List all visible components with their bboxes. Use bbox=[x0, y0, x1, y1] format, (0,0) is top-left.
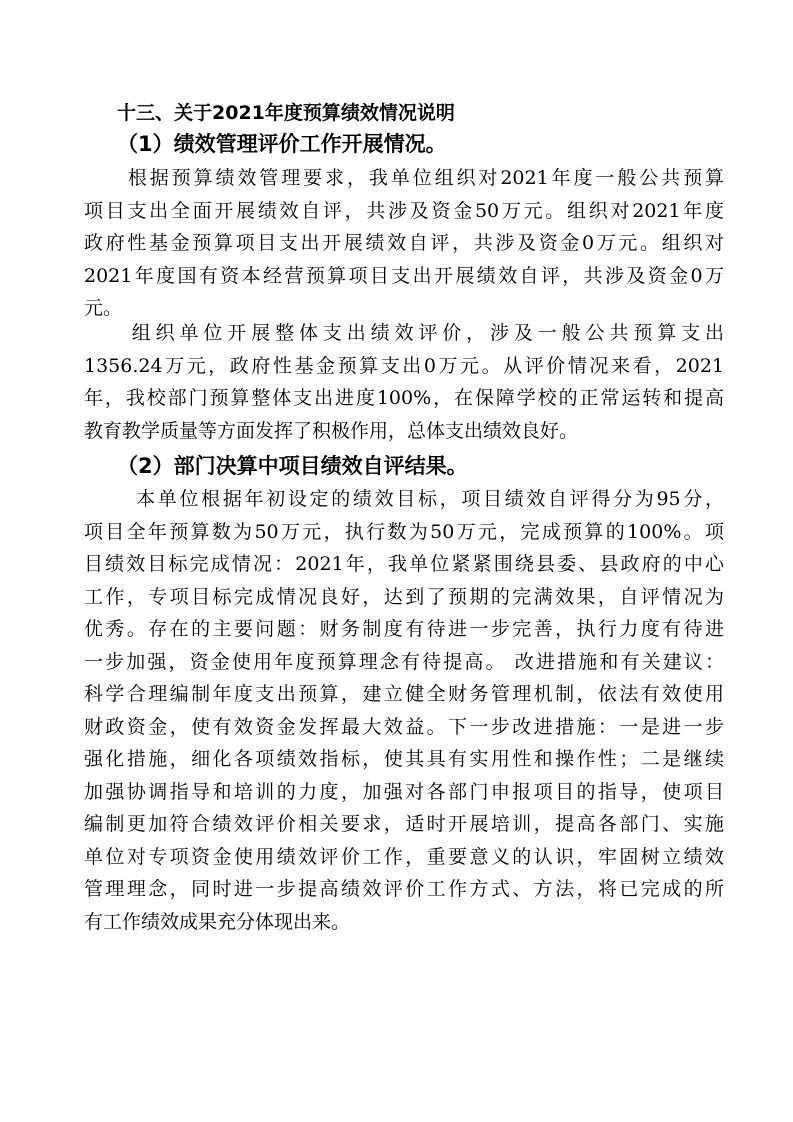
text-line: 工作，专项目标完成情况良好，达到了预期的完满效果，自评情况为 bbox=[84, 585, 724, 608]
text-line: 教育教学质量等方面发挥了积极作用，总体支出绩效良好。 bbox=[84, 419, 579, 442]
text-line: 优秀。存在的主要问题：财务制度有待进一步完善，执行力度有待进 bbox=[84, 618, 724, 640]
text-line: 目绩效目标完成情况：2021年，我单位紧紧围绕县委、县政府的中心 bbox=[84, 553, 724, 575]
section-title: 十三、关于2021年度预算绩效情况说明 bbox=[117, 102, 455, 124]
text-line: 管理理念，同时进一步提高绩效评价工作方式、方法，将已完成的所 bbox=[84, 878, 724, 900]
text-line: 年，我校部门预算整体支出进度100%，在保障学校的正常运转和提高 bbox=[84, 387, 724, 409]
text-line: 项目支出全面开展绩效自评，共涉及资金50万元。组织对2021年度 bbox=[84, 199, 724, 222]
text-line: 本单位根据年初设定的绩效目标，项目绩效自评得分为95分， bbox=[84, 488, 724, 510]
text-line: 财政资金，使有效资金发挥最大效益。下一步改进措施：一是进一步 bbox=[84, 715, 724, 738]
text-line: 组织单位开展整体支出绩效评价，涉及一般公共预算支出 bbox=[84, 322, 724, 344]
text-line: 强化措施，细化各项绩效指标，使其具有实用性和操作性；二是继续 bbox=[84, 748, 724, 770]
text-line: 2021年度国有资本经营预算项目支出开展绩效自评，共涉及资金0万 bbox=[84, 264, 724, 287]
paragraph-project-results bbox=[84, 483, 724, 938]
text-line: 政府性基金预算项目支出开展绩效自评，共涉及资金0万元。组织对 bbox=[84, 232, 724, 254]
text-line: 元。 bbox=[84, 297, 123, 319]
paragraph-self-evaluation bbox=[84, 162, 724, 325]
text-line: 单位对专项资金使用绩效评价工作，重要意义的认识，牢固树立绩效 bbox=[84, 845, 724, 868]
text-line: 加强协调指导和培训的力度，加强对各部门申报项目的指导，使项目 bbox=[84, 780, 724, 803]
text-line: 一步加强，资金使用年度预算理念有待提高。 改进措施和有关建议： bbox=[84, 650, 724, 673]
text-line: 科学合理编制年度支出预算，建立健全财务管理机制，依法有效使用 bbox=[84, 683, 724, 705]
subsection-title-2: （2）部门决算中项目绩效自评结果。 bbox=[117, 454, 468, 478]
text-line: 项目全年预算数为50万元，执行数为50万元，完成预算的100%。项 bbox=[84, 520, 724, 543]
text-line: 1356.24万元，政府性基金预算支出0万元。从评价情况来看，2021 bbox=[84, 354, 724, 377]
paragraph-overall-evaluation bbox=[84, 317, 724, 447]
subsection-title-1: （1）绩效管理评价工作开展情况。 bbox=[117, 132, 447, 156]
text-line: 编制更加符合绩效评价相关要求，适时开展培训，提高各部门、实施 bbox=[84, 813, 724, 835]
text-line: 根据预算绩效管理要求，我单位组织对2021年度一般公共预算 bbox=[84, 167, 724, 189]
text-line: 有工作绩效成果充分体现出来。 bbox=[84, 910, 351, 933]
